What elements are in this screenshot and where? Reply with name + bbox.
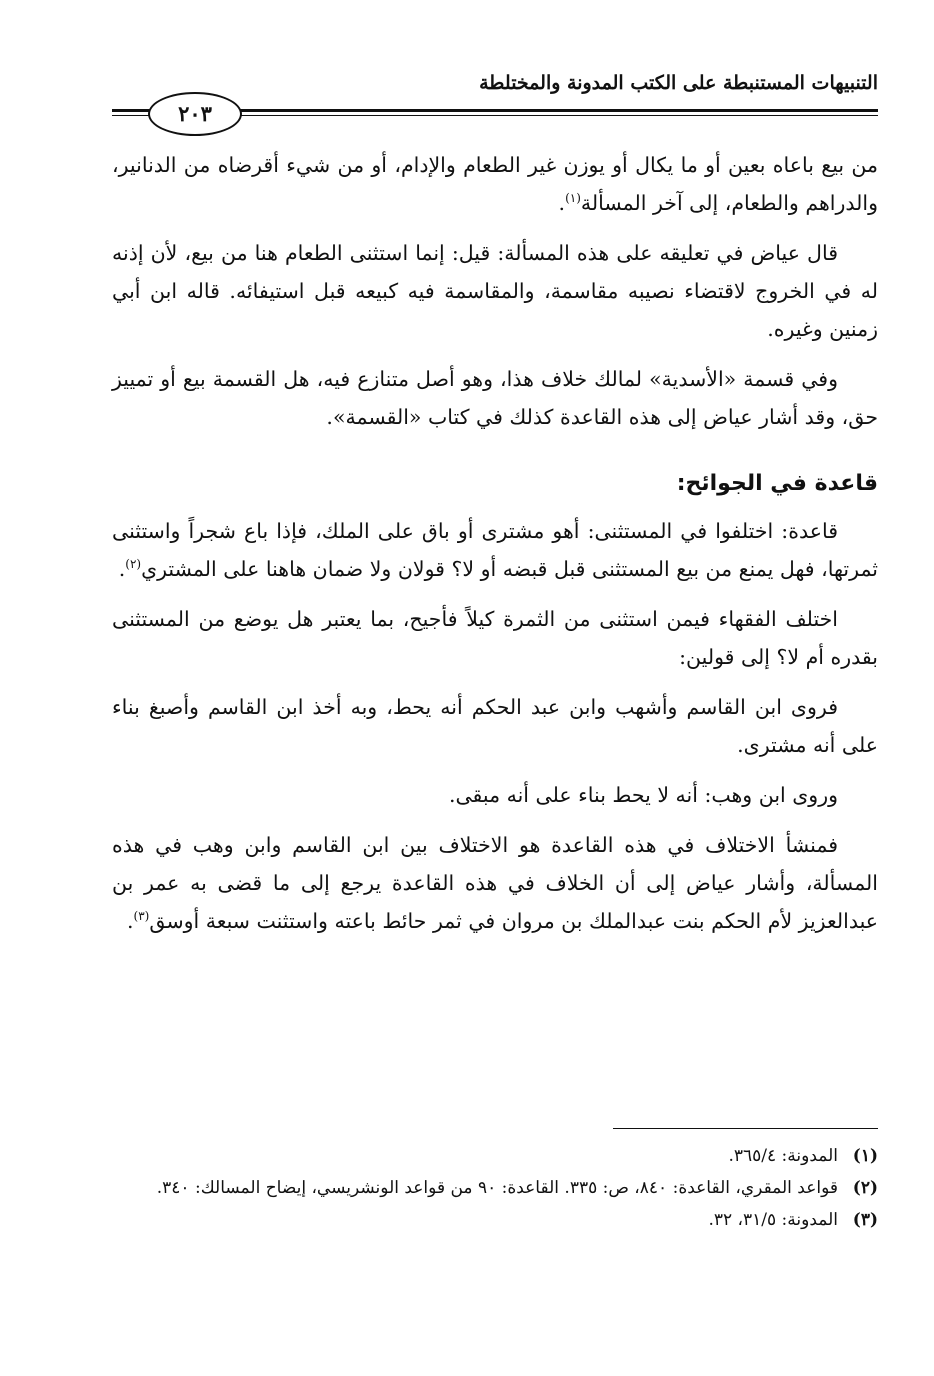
paragraph-7: وروى ابن وهب: أنه لا يحط بناء على أنه مبقى. xyxy=(448,783,838,807)
footnote-2-text: قواعد المقري، القاعدة: ٨٤٠، ص: ٣٣٥. القاعدة: ٩٠ من قواعد الونشريسي، إيضاح المسالك: ٣٤٠. xyxy=(156,1178,838,1198)
footnote-3 xyxy=(112,1205,878,1235)
paragraph-8-end: . xyxy=(126,909,134,933)
paragraph-8 xyxy=(112,826,878,940)
paragraph-3: وفي قسمة «الأسدية» لمالك خلاف هذا، وهو أصل متنازع فيه، هل القسمة بيع أو تمييز حق، وقد أشار عياض إلى هذه القاعدة كذلك في كتاب «القسمة». xyxy=(112,367,878,429)
footnotes xyxy=(112,1128,878,1237)
footnote-3-number: (٣) xyxy=(852,1210,878,1230)
paragraph-2: قال عياض في تعليقه على هذه المسألة: قيل: إنما استثنى الطعام هنا من بيع، لأن إذنه له في الخروج لاقتضاء نصيبه مقاسمة، والمقاسمة فيه كبيعه قبل استيفائه. قاله ابن أبي زمنين وغيره. xyxy=(112,241,878,341)
footnote-ref-2[interactable]: (٢) xyxy=(125,557,142,572)
paragraph-1-end: . xyxy=(558,191,566,215)
section-heading: قاعدة في الجوائح: xyxy=(676,471,878,496)
paragraph-4-text: قاعدة: اختلفوا في المستثنى: أهو مشترى أو باق على الملك، فإذا باع شجراً واستثنى ثمرتها، فهل يمنع من بيع المستثنى قبل قبضه أو لا؟ قولان ولا ضمان هاهنا على المشتري xyxy=(112,519,878,581)
paragraph-5: اختلف الفقهاء فيمن استثنى من الثمرة كيلاً فأجيح، بما يعتبر هل يوضع من المستثنى بقدره أم لا؟ إلى قولين: xyxy=(112,607,878,669)
footnote-3-text: المدونة: ٣١/٥، ٣٢. xyxy=(708,1210,838,1230)
footnote-2 xyxy=(112,1173,878,1203)
footnote-1-number: (١) xyxy=(852,1146,878,1166)
running-header xyxy=(112,62,878,126)
footnote-separator xyxy=(613,1128,878,1129)
paragraph-4-end: . xyxy=(118,557,126,581)
footnote-1-text: المدونة: ٣٦٥/٤. xyxy=(728,1146,838,1166)
book-page xyxy=(112,62,878,1312)
footnote-ref-3[interactable]: (٣) xyxy=(133,909,150,924)
footnote-1 xyxy=(112,1141,878,1171)
paragraph-6: فروى ابن القاسم وأشهب وابن عبد الحكم أنه يحط، وبه أخذ ابن القاسم وأصبغ بناء على أنه مشترى. xyxy=(112,695,878,757)
paragraph-1 xyxy=(112,146,878,222)
page-number: ٢٠٣ xyxy=(148,92,242,136)
paragraph-1-text: من بيع باعاه بعين أو ما يكال أو يوزن غير الطعام والإدام، أو من شيء أقرضاه من الدنانير، والدراهم والطعام، إلى آخر المسألة xyxy=(112,153,878,215)
paragraph-4 xyxy=(112,512,878,588)
footnote-ref-1[interactable]: (١) xyxy=(565,191,581,206)
paragraph-8-text: فمنشأ الاختلاف في هذه القاعدة هو الاختلاف بين ابن القاسم وابن وهب في هذه المسألة، وأشار عياض إلى أن الخلاف في هذه القاعدة يرجع إلى ما قضى به عمر بن عبدالعزيز لأم الحكم بنت عبدالملك بن مروان في ثمر حائط باعته واستثنت سبعة أوسق xyxy=(112,833,878,933)
body-text xyxy=(112,146,878,940)
running-title: التنبيهات المستنبطة على الكتب المدونة والمختلطة xyxy=(479,72,878,94)
footnote-2-number: (٢) xyxy=(852,1178,878,1198)
